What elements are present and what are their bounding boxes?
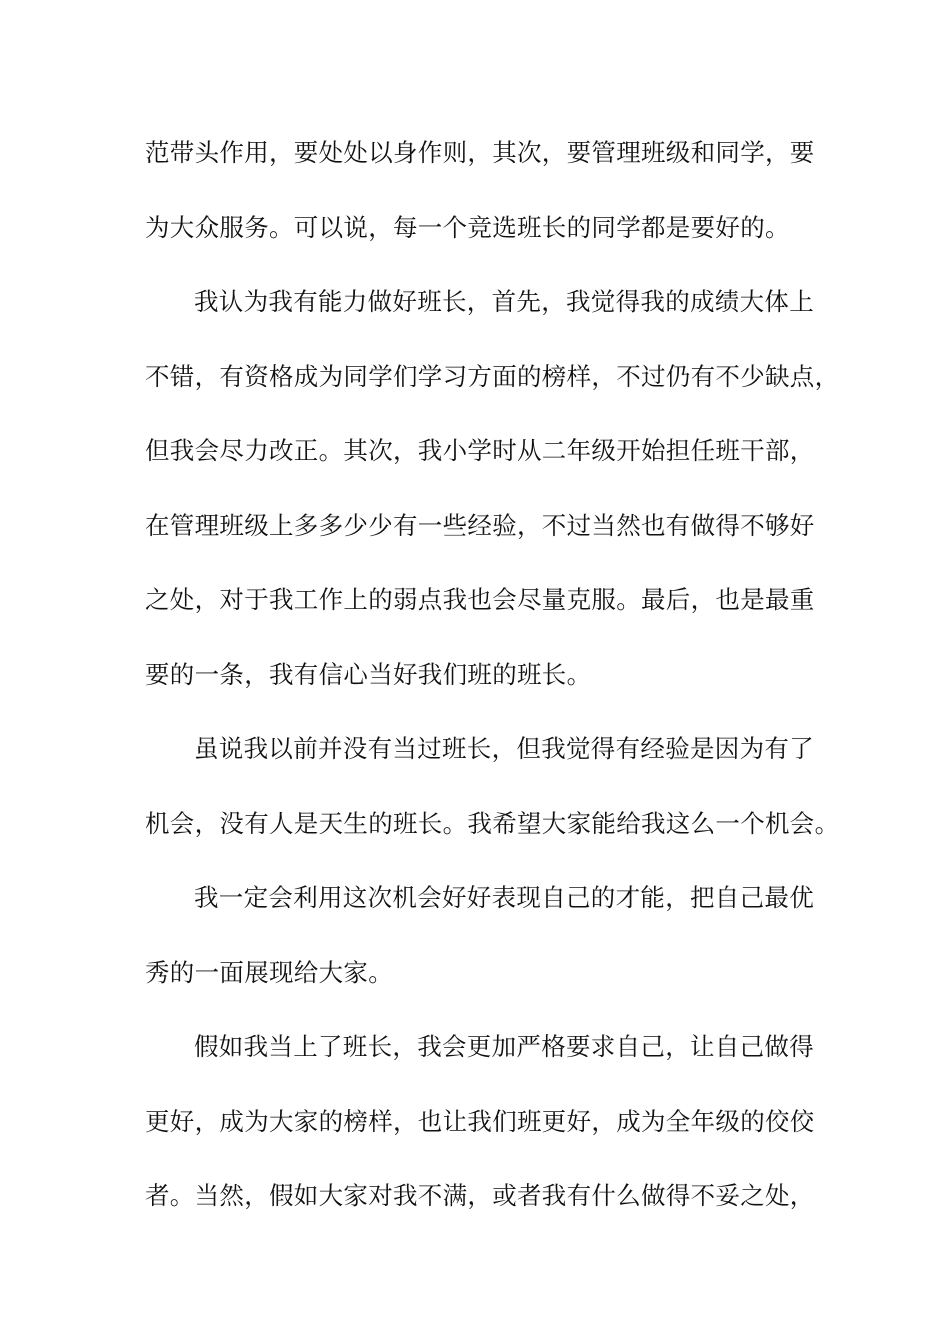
text-line-10: 机会，没有人是天生的班长。我希望大家能给我这么一个机会。 bbox=[145, 808, 840, 838]
text-line-8: 要的一条，我有信心当好我们班的班长。 bbox=[145, 659, 592, 689]
text-line-3: 我认为我有能力做好班长，首先，我觉得我的成绩大体上 bbox=[194, 287, 814, 316]
text-line-13: 假如我当上了班长，我会更加严格要求自己，让自己做得 bbox=[194, 1032, 814, 1061]
document-body bbox=[145, 127, 840, 1245]
text-line-5: 但我会尽力改正。其次，我小学时从二年级开始担任班干部， bbox=[145, 436, 815, 465]
text-line-7: 之处，对于我工作上的弱点我也会尽量克服。最后，也是最重 bbox=[145, 585, 815, 614]
text-line-6: 在管理班级上多多少少有一些经验，不过当然也有做得不够好 bbox=[145, 510, 815, 540]
text-line-1: 范带头作用，要处处以身作则，其次，要管理班级和同学，要 bbox=[145, 138, 815, 167]
text-line-4: 不错，有资格成为同学们学习方面的榜样，不过仍有不少缺点， bbox=[145, 361, 840, 391]
text-line-12: 秀的一面展现给大家。 bbox=[145, 957, 393, 987]
text-line-11: 我一定会利用这次机会好好表现自己的才能，把自己最优 bbox=[194, 883, 814, 912]
text-line-15: 者。当然，假如大家对我不满，或者我有什么做得不妥之处， bbox=[145, 1181, 815, 1210]
text-line-2: 为大众服务。可以说，每一个竞选班长的同学都是要好的。 bbox=[145, 212, 790, 242]
text-line-14: 更好，成为大家的榜样，也让我们班更好，成为全年级的佼佼 bbox=[145, 1106, 815, 1136]
text-line-9: 虽说我以前并没有当过班长，但我觉得有经验是因为有了 bbox=[194, 734, 814, 763]
